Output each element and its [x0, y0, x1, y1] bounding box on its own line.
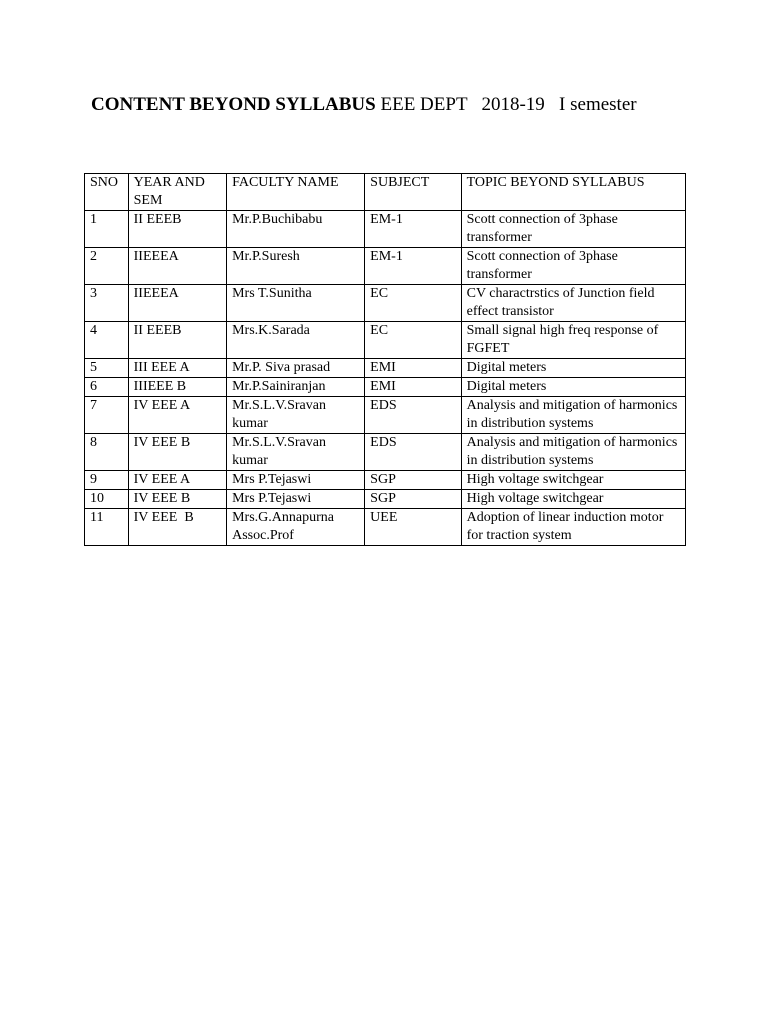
syllabus-table: [84, 173, 686, 546]
header-year-sem: YEAR AND SEM: [128, 174, 226, 211]
cell-year-sem: III EEE A: [128, 359, 226, 378]
cell-year-sem: IIEEEA: [128, 248, 226, 285]
cell-topic: Small signal high freq response of FGFET: [461, 322, 685, 359]
cell-subject: EDS: [365, 397, 461, 434]
cell-sno: 9: [85, 471, 129, 490]
table-row: [85, 490, 686, 509]
table-row: [85, 434, 686, 471]
cell-faculty: Mr.S.L.V.Sravan kumar: [227, 397, 365, 434]
cell-topic: CV charactrstics of Junction field effect transistor: [461, 285, 685, 322]
cell-sno: 5: [85, 359, 129, 378]
cell-sno: 6: [85, 378, 129, 397]
cell-year-sem: IV EEE B: [128, 509, 226, 546]
cell-sno: 7: [85, 397, 129, 434]
cell-faculty: Mrs.G.Annapurna Assoc.Prof: [227, 509, 365, 546]
cell-topic: High voltage switchgear: [461, 471, 685, 490]
table-header-row: [85, 174, 686, 211]
cell-subject: EC: [365, 285, 461, 322]
header-faculty: FACULTY NAME: [227, 174, 365, 211]
cell-faculty: Mrs P.Tejaswi: [227, 490, 365, 509]
cell-subject: EMI: [365, 378, 461, 397]
cell-topic: Scott connection of 3phase transformer: [461, 248, 685, 285]
cell-sno: 8: [85, 434, 129, 471]
cell-subject: EM-1: [365, 248, 461, 285]
cell-faculty: Mr.S.L.V.Sravan kumar: [227, 434, 365, 471]
table-row: [85, 397, 686, 434]
table-row: [85, 211, 686, 248]
cell-year-sem: IV EEE B: [128, 434, 226, 471]
table-row: [85, 248, 686, 285]
cell-sno: 2: [85, 248, 129, 285]
table-row: [85, 359, 686, 378]
cell-topic: Adoption of linear induction motor for traction system: [461, 509, 685, 546]
cell-subject: SGP: [365, 471, 461, 490]
cell-year-sem: II EEEB: [128, 322, 226, 359]
header-subject: SUBJECT: [365, 174, 461, 211]
cell-faculty: Mrs T.Sunitha: [227, 285, 365, 322]
header-sno: SNO: [85, 174, 129, 211]
cell-year-sem: IV EEE A: [128, 397, 226, 434]
cell-topic: Scott connection of 3phase transformer: [461, 211, 685, 248]
page-title: [91, 93, 637, 117]
cell-year-sem: IV EEE B: [128, 490, 226, 509]
table-row: [85, 285, 686, 322]
table-row: [85, 378, 686, 397]
cell-sno: 4: [85, 322, 129, 359]
cell-year-sem: IIEEEA: [128, 285, 226, 322]
cell-sno: 3: [85, 285, 129, 322]
cell-subject: EMI: [365, 359, 461, 378]
cell-faculty: Mr.P.Sainiranjan: [227, 378, 365, 397]
cell-faculty: Mrs P.Tejaswi: [227, 471, 365, 490]
cell-topic: Digital meters: [461, 359, 685, 378]
cell-faculty: Mr.P.Buchibabu: [227, 211, 365, 248]
cell-faculty: Mr.P. Siva prasad: [227, 359, 365, 378]
table-row: [85, 322, 686, 359]
cell-sno: 10: [85, 490, 129, 509]
table-row: [85, 509, 686, 546]
cell-topic: Digital meters: [461, 378, 685, 397]
cell-subject: EDS: [365, 434, 461, 471]
cell-topic: Analysis and mitigation of harmonics in distribution systems: [461, 397, 685, 434]
header-topic: TOPIC BEYOND SYLLABUS: [461, 174, 685, 211]
cell-topic: Analysis and mitigation of harmonics in distribution systems: [461, 434, 685, 471]
cell-subject: EC: [365, 322, 461, 359]
cell-sno: 11: [85, 509, 129, 546]
title-bold: CONTENT BEYOND SYLLABUS: [91, 94, 376, 115]
cell-subject: EM-1: [365, 211, 461, 248]
cell-sno: 1: [85, 211, 129, 248]
cell-faculty: Mr.P.Suresh: [227, 248, 365, 285]
cell-subject: UEE: [365, 509, 461, 546]
table-row: [85, 471, 686, 490]
cell-year-sem: II EEEB: [128, 211, 226, 248]
title-rest: EEE DEPT 2018-19 I semester: [380, 94, 637, 115]
cell-topic: High voltage switchgear: [461, 490, 685, 509]
cell-faculty: Mrs.K.Sarada: [227, 322, 365, 359]
cell-year-sem: IIIEEE B: [128, 378, 226, 397]
cell-year-sem: IV EEE A: [128, 471, 226, 490]
cell-subject: SGP: [365, 490, 461, 509]
